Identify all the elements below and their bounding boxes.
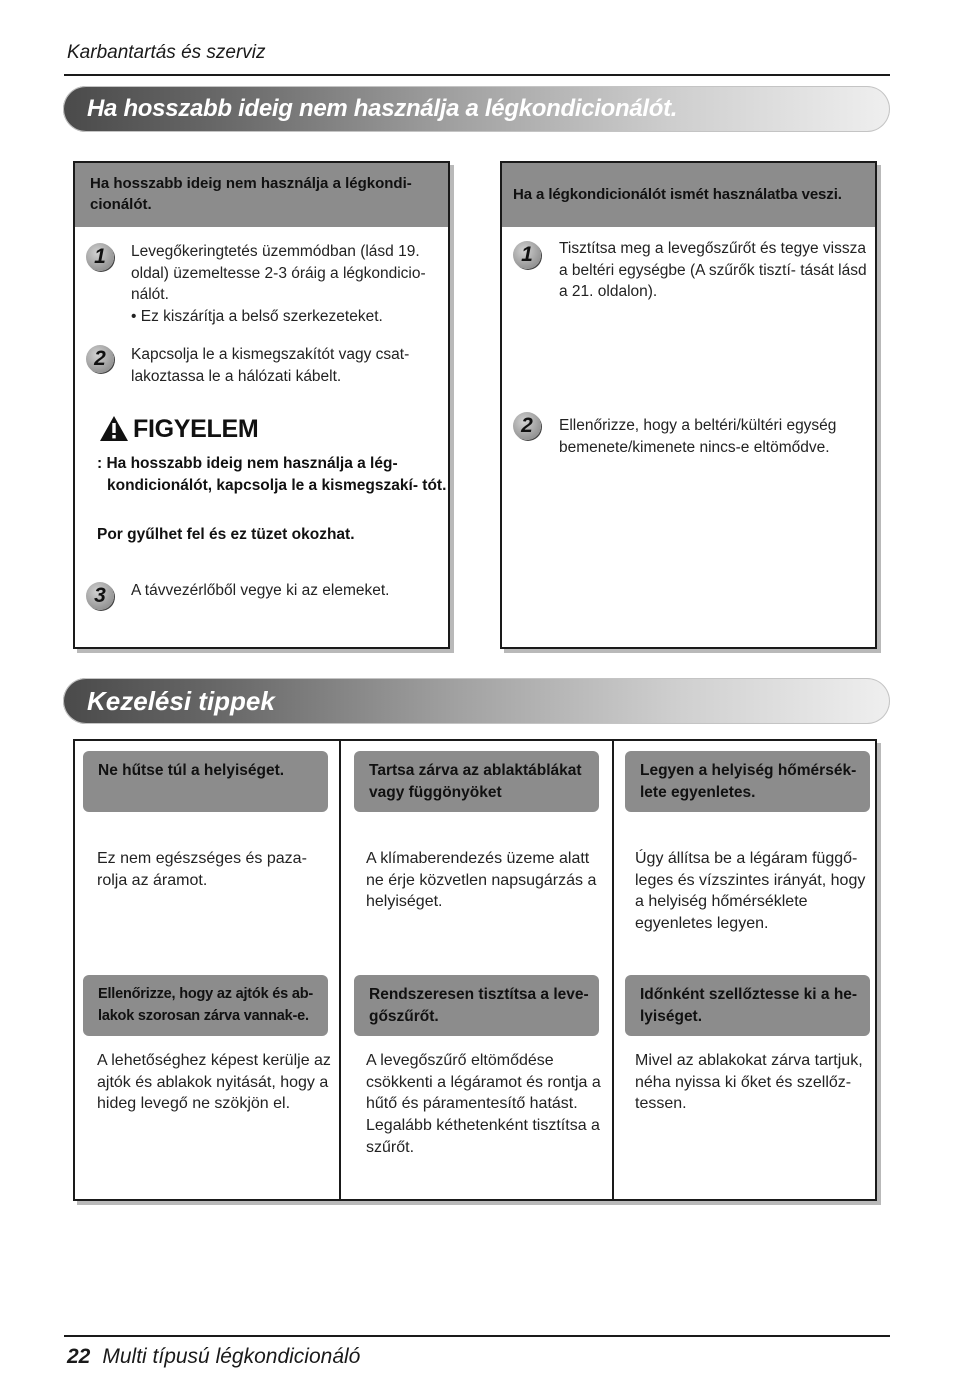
tip-3-text: Úgy állítsa be a légáram függő- leges és vízszintes irányát, hogy a helyiség hőmérséklete egyenletes legyen. — [635, 850, 866, 933]
section-banner-long-term — [63, 86, 890, 132]
tip-5-title: Rendszeresen tisztítsa a leve- gőszűrőt. — [354, 975, 599, 1036]
step-number-1: 1 — [513, 241, 541, 269]
step-1-bullet: • Ez kiszárítja a belső szerkezeteket. — [131, 307, 383, 325]
step-1-text — [131, 241, 445, 327]
section-title: Ha hosszabb ideig nem használja a légkondicionálót. — [87, 95, 678, 122]
tip-4-title: Ellenőrizze, hogy az ajtók és ab- lakok szorosan zárva vannak-e. — [83, 975, 328, 1036]
caution-heading — [99, 415, 258, 444]
page-number: 22 — [67, 1345, 91, 1368]
column-divider — [339, 741, 341, 1199]
panel-not-in-use — [73, 161, 450, 649]
tip-6-title: Időnként szellőztesse ki a he- lyiséget. — [625, 975, 870, 1036]
tip-5-text: A levegőszűrő eltömődése csökkenti a légáramot és rontja a hűtő és páramentesítő hatást. Legalább kéthetenként tisztítsa a szűrőt. — [366, 1052, 601, 1156]
step-1-text: Tisztítsa meg a levegőszűrőt és tegye vissza a beltéri egységbe (A szűrők tisztí- tását lásd a 21. oldalon). — [559, 240, 867, 300]
column-divider — [612, 741, 614, 1199]
tip-6-text: Mivel az ablakokat zárva tartjuk, néha nyissa ki őket és szellőz- tessen. — [635, 1052, 863, 1113]
caution-text: : Ha hosszabb ideig nem használja a lég- kondicionálót, kapcsolja le a kismegszakí- tót. — [97, 455, 447, 494]
tip-4-text: A lehetőséghez képest kerülje az ajtók és ablakok nyitását, hogy a hideg levegő ne szökjön el. — [97, 1052, 331, 1113]
caution-title: FIGYELEM — [133, 415, 259, 443]
step-3-text: A távvezérlőből vegye ki az elemeket. — [131, 582, 390, 599]
warning-triangle-icon — [99, 415, 129, 442]
footer-rule — [64, 1335, 890, 1337]
step-1-main: Levegőkeringtetés üzemmódban (lásd 19. oldal) üzemeltesse 2-3 óráig a légkondicio- nálót. — [131, 243, 426, 303]
caution-note: Por gyűlhet fel és ez tüzet okozhat. — [97, 526, 355, 543]
page-footer — [67, 1345, 360, 1369]
footer-title: Multi típusú légkondicionáló — [102, 1345, 361, 1368]
panel-reuse — [500, 161, 877, 649]
step-number-2: 2 — [86, 345, 114, 373]
step-number-2: 2 — [513, 412, 541, 440]
step-number-3: 3 — [86, 582, 114, 610]
step-number-1: 1 — [86, 243, 114, 271]
section-title: Kezelési tippek — [87, 686, 275, 716]
header-rule — [64, 74, 890, 76]
section-banner-tips — [63, 678, 890, 724]
step-2-text: Kapcsolja le a kismegszakítót vagy csat- lakoztassa le a hálózati kábelt. — [131, 346, 410, 385]
running-header: Karbantartás és szerviz — [67, 42, 266, 63]
panel-heading: Ha hosszabb ideig nem használja a légkondi- cionálót. — [75, 163, 448, 227]
tip-1-text: Ez nem egészséges és paza- rolja az áramot. — [97, 850, 307, 889]
tip-2-text: A klímaberendezés üzeme alatt ne érje közvetlen napsugárzás a helyiséget. — [366, 850, 597, 911]
tip-2-title: Tartsa zárva az ablaktáblákat vagy függönyöket — [354, 751, 599, 812]
step-2-text: Ellenőrizze, hogy a beltéri/kültéri egység bemenete/kimenete nincs-e eltömődve. — [559, 417, 837, 456]
panel-heading: Ha a légkondicionálót ismét használatba veszi. — [502, 163, 875, 227]
tip-1-title: Ne hűtse túl a helyiséget. — [83, 751, 328, 812]
tips-grid — [73, 739, 877, 1201]
tip-3-title: Legyen a helyiség hőmérsék- lete egyenletes. — [625, 751, 870, 812]
